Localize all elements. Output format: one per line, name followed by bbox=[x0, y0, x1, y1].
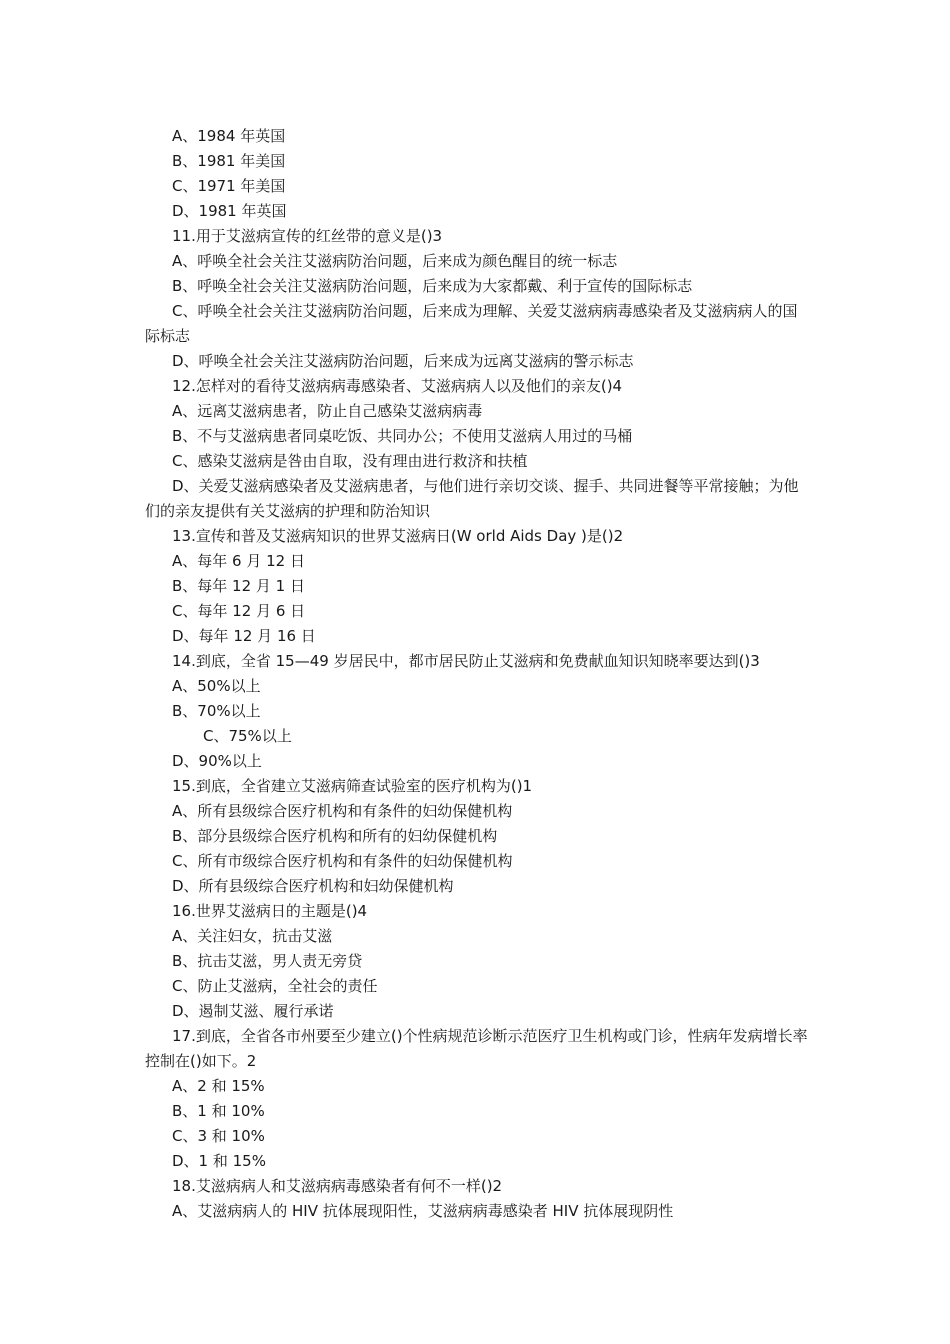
option-text: D、1981 年英国 bbox=[172, 202, 287, 220]
question-text: 17.到底，全省各市州要至少建立()个性病规范诊断示范医疗卫生机构或门诊，性病年发病增长率控制在()如下。2 bbox=[145, 1027, 808, 1070]
option-text: A、艾滋病病人的 HIV 抗体展现阳性，艾滋病病毒感染者 HIV 抗体展现阴性 bbox=[172, 1202, 674, 1220]
option-text: C、每年 12 月 6 日 bbox=[172, 602, 306, 620]
option-text: A、远离艾滋病患者，防止自己感染艾滋病病毒 bbox=[172, 402, 483, 420]
option-text: B、部分县级综合医疗机构和所有的妇幼保健机构 bbox=[172, 827, 498, 845]
option-text: C、呼唤全社会关注艾滋病防治问题，后来成为理解、关爱艾滋病病毒感染者及艾滋病病人的国际标志 bbox=[145, 302, 798, 345]
option-text: C、1971 年美国 bbox=[172, 177, 286, 195]
document-body bbox=[145, 124, 810, 1224]
option-text: A、所有县级综合医疗机构和有条件的妇幼保健机构 bbox=[172, 802, 513, 820]
option-text: A、50%以上 bbox=[172, 677, 261, 695]
option-text: C、所有市级综合医疗机构和有条件的妇幼保健机构 bbox=[172, 852, 513, 870]
option-text: C、感染艾滋病是咎由自取，没有理由进行救济和扶植 bbox=[172, 452, 528, 470]
question-text: 16.世界艾滋病日的主题是()4 bbox=[172, 902, 368, 920]
option-text: D、90%以上 bbox=[172, 752, 262, 770]
question-text: 12.怎样对的看待艾滋病病毒感染者、艾滋病病人以及他们的亲友()4 bbox=[172, 377, 623, 395]
question-text: 18.艾滋病病人和艾滋病病毒感染者有何不一样()2 bbox=[172, 1177, 503, 1195]
option-text: B、不与艾滋病患者同桌吃饭、共同办公；不使用艾滋病人用过的马桶 bbox=[172, 427, 633, 445]
option-text: A、关注妇女，抗击艾滋 bbox=[172, 927, 333, 945]
option-text: A、每年 6 月 12 日 bbox=[172, 552, 305, 570]
option-text: C、防止艾滋病，全社会的责任 bbox=[172, 977, 378, 995]
option-text: D、所有县级综合医疗机构和妇幼保健机构 bbox=[172, 877, 454, 895]
option-text: D、呼唤全社会关注艾滋病防治问题，后来成为远离艾滋病的警示标志 bbox=[172, 352, 634, 370]
option-text: D、1 和 15% bbox=[172, 1152, 266, 1170]
option-text: B、呼唤全社会关注艾滋病防治问题，后来成为大家都戴、利于宣传的国际标志 bbox=[172, 277, 693, 295]
question-text: 15.到底，全省建立艾滋病筛查试验室的医疗机构为()1 bbox=[172, 777, 533, 795]
option-text: C、75%以上 bbox=[203, 727, 292, 745]
option-text: B、1 和 10% bbox=[172, 1102, 265, 1120]
option-text: B、70%以上 bbox=[172, 702, 261, 720]
option-text: B、抗击艾滋，男人责无旁贷 bbox=[172, 952, 363, 970]
question-text: 11.用于艾滋病宣传的红丝带的意义是()3 bbox=[172, 227, 443, 245]
option-text: A、1984 年英国 bbox=[172, 127, 286, 145]
option-text: A、呼唤全社会关注艾滋病防治问题，后来成为颜色醒目的统一标志 bbox=[172, 252, 618, 270]
option-text: B、每年 12 月 1 日 bbox=[172, 577, 305, 595]
option-text: C、3 和 10% bbox=[172, 1127, 265, 1145]
question-text: 14.到底，全省 15—49 岁居民中，都市居民防止艾滋病和免费献血知识知晓率要达到()3 bbox=[172, 652, 760, 670]
option-text: D、每年 12 月 16 日 bbox=[172, 627, 316, 645]
question-text: 13.宣传和普及艾滋病知识的世界艾滋病日(W orld Aids Day )是()2 bbox=[172, 527, 624, 545]
option-text: D、关爱艾滋病感染者及艾滋病患者，与他们进行亲切交谈、握手、共同进餐等平常接触；为他们的亲友提供有关艾滋病的护理和防治知识 bbox=[145, 477, 799, 520]
option-text: B、1981 年美国 bbox=[172, 152, 286, 170]
option-text: D、遏制艾滋、履行承诺 bbox=[172, 1002, 334, 1020]
option-text: A、2 和 15% bbox=[172, 1077, 265, 1095]
